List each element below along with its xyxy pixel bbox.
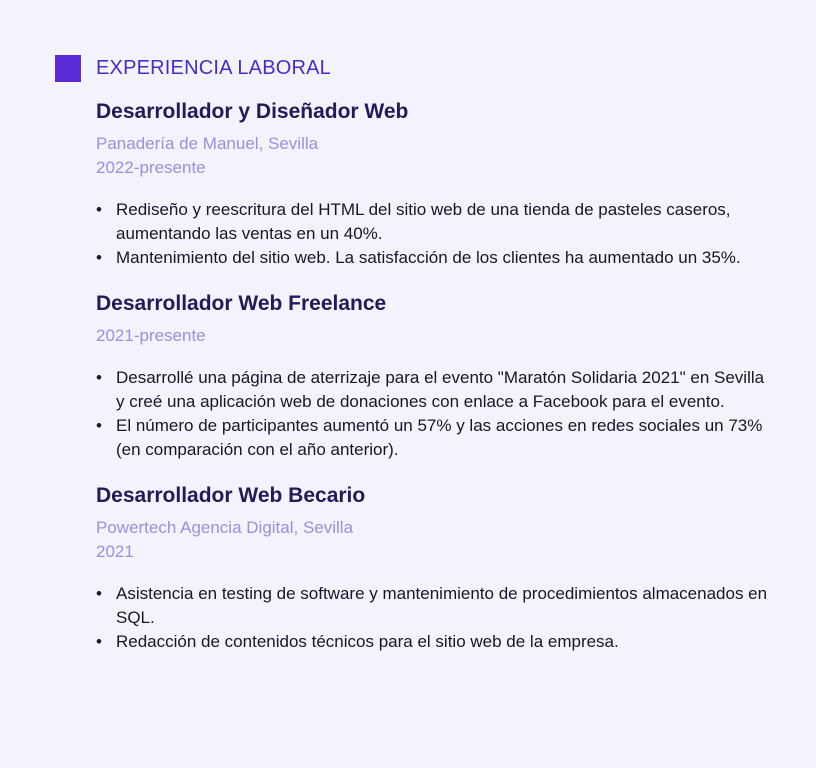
achievement-list — [96, 366, 776, 462]
section-title: EXPERIENCIA LABORAL — [96, 57, 332, 79]
list-item: • Desarrollé una página de aterrizaje para el evento "Maratón Solidaria 2021" en Sevilla y creé una aplicación web de donaciones con enlace a Facebook para el evento. — [96, 366, 776, 414]
list-item: • Asistencia en testing de software y mantenimiento de procedimientos almacenados en SQL. — [96, 582, 776, 630]
job-entry — [96, 482, 776, 654]
list-item: • Rediseño y reescritura del HTML del sitio web de una tienda de pasteles caseros, aumentando las ventas en un 40%. — [96, 198, 776, 246]
job-entry — [96, 98, 776, 270]
job-detail: Panadería de Manuel, Sevilla — [96, 134, 319, 153]
job-detail: 2021-presente — [96, 326, 206, 345]
list-item: • Mantenimiento del sitio web. La satisfacción de los clientes ha aumentado un 35%. — [96, 246, 776, 270]
achievement-list — [96, 582, 776, 654]
job-title: Desarrollador y Diseñador Web — [96, 100, 409, 123]
achievement-list — [96, 198, 776, 270]
job-title: Desarrollador Web Freelance — [96, 292, 387, 315]
list-item: • Redacción de contenidos técnicos para el sitio web de la empresa. — [96, 630, 776, 654]
job-detail: Powertech Agencia Digital, Sevilla — [96, 518, 354, 537]
job-detail: 2021 — [96, 542, 134, 561]
section-marker-icon — [55, 55, 81, 82]
job-list — [96, 98, 776, 674]
list-item: • El número de participantes aumentó un 57% y las acciones en redes sociales un 73% (en comparación con el año anterior). — [96, 414, 776, 462]
job-entry — [96, 290, 776, 462]
job-title: Desarrollador Web Becario — [96, 484, 366, 507]
job-detail: 2022-presente — [96, 158, 206, 177]
